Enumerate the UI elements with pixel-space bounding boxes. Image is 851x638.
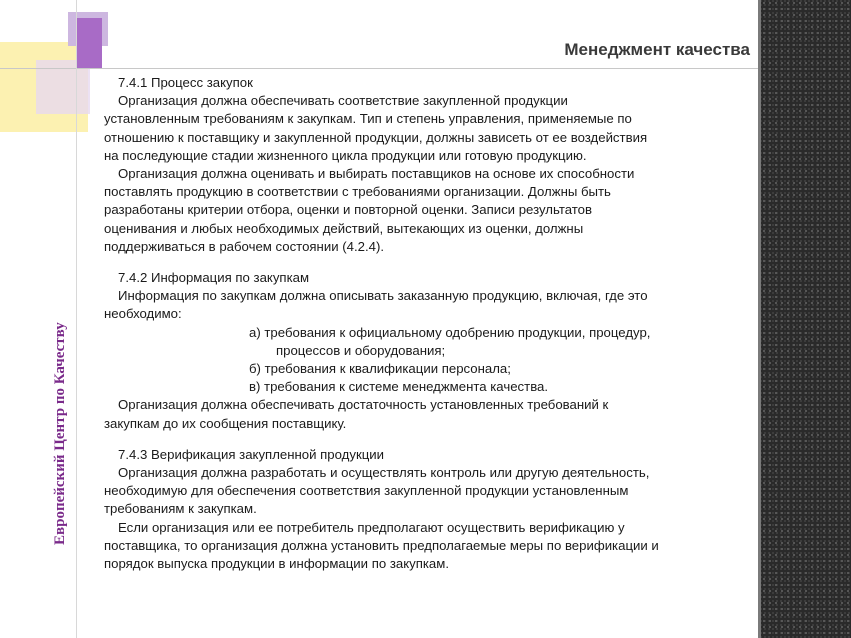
section-742-p2-first: Организация должна обеспечивать достаточность установленных требований к <box>118 397 609 413</box>
text-line: закупкам до их сообщения поставщику. <box>104 415 347 431</box>
list-item-b: б) требования к квалификации персонала; <box>249 361 511 377</box>
side-label: Европейский Центр по Качеству <box>52 322 68 545</box>
text-line: поставлять продукцию в соответствии с требованиями организации. Должны быть <box>104 184 611 200</box>
list-item-a-cont: процессов и оборудования; <box>276 342 446 358</box>
text-line: оценивания и любых необходимых действий, вытекающих из оценки, должны <box>104 220 584 236</box>
text-line: отношению к поставщику и закупленной продукции, должны зависеть от ее воздействия <box>104 129 648 145</box>
text-line: требованиям к закупкам. <box>104 501 257 517</box>
header-divider <box>0 68 770 69</box>
list-item-c: в) требования к системе менеджмента качества. <box>249 379 549 395</box>
section-741-p1-first: Организация должна обеспечивать соответствие закупленной продукции <box>118 93 568 109</box>
text-line: необходимую для обеспечения соответствия закупленной продукции установленным <box>104 483 629 499</box>
decor-purple-square <box>76 18 102 68</box>
section-743-heading: 7.4.3 Верификация закупленной продукции <box>118 446 385 462</box>
text-line: порядок выпуска продукции в информации по закупкам. <box>104 556 450 572</box>
section-743-p1-first: Организация должна разработать и осуществлять контроль или другую деятельность, <box>118 465 650 481</box>
slide-content <box>104 74 754 573</box>
text-line: на последующие стадии жизненного цикла продукции или готовую продукцию. <box>104 147 587 163</box>
text-line: поставщика, то организация должна установить предполагаемые меры по верификации и <box>104 537 659 553</box>
right-decorative-band <box>761 0 851 638</box>
text-line: разработаны критерии отбора, оценки и повторной оценки. Записи результатов <box>104 202 592 218</box>
section-742-p1-first: Информация по закупкам должна описывать заказанную продукцию, включая, где это <box>118 288 648 304</box>
section-741-heading: 7.4.1 Процесс закупок <box>118 75 253 90</box>
text-line: поддерживаться в рабочем состоянии (4.2.4). <box>104 238 385 254</box>
list-item-a: а) требования к официальному одобрению продукции, процедур, <box>249 324 651 340</box>
section-741-p2-first: Организация должна оценивать и выбирать поставщиков на основе их способности <box>118 166 635 182</box>
section-743-p2-first: Если организация или ее потребитель предполагают осуществить верификацию у <box>118 519 625 535</box>
text-line: необходимо: <box>104 306 182 322</box>
section-742-heading: 7.4.2 Информация по закупкам <box>118 270 310 286</box>
text-line: установленным требованиям к закупкам. Тип и степень управления, применяемые по <box>104 111 632 127</box>
slide-title: Менеджмент качества <box>564 40 750 59</box>
vertical-divider <box>76 0 77 638</box>
